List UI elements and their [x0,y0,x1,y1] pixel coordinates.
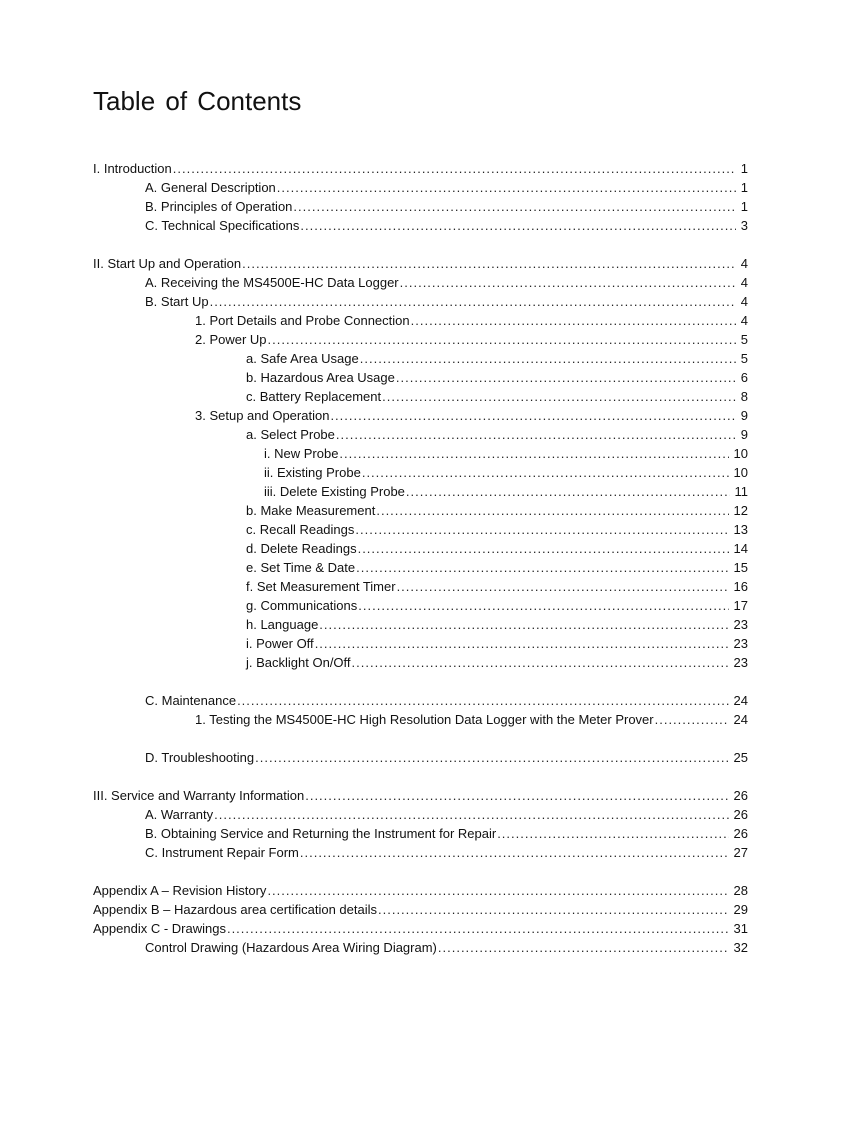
toc-page-number: 6 [740,370,748,385]
dot-leader [362,463,729,482]
toc-entry-title: a. Select Probe [246,427,335,442]
toc-entry-set-time-date[interactable] [246,558,748,577]
toc-entry-warranty[interactable] [145,805,748,824]
dot-leader [378,900,729,919]
dot-leader [277,178,736,197]
toc-page-number: 28 [733,883,748,898]
dot-leader [497,824,728,843]
toc-page-number: 26 [733,807,748,822]
dot-leader [396,368,736,387]
toc-page-number: 23 [733,636,748,651]
toc-page-number: 4 [740,256,748,271]
dot-leader [382,387,736,406]
dot-leader [356,558,728,577]
dot-leader [411,311,736,330]
toc-entry-delete-readings[interactable] [246,539,748,558]
toc-entry-power-off[interactable] [246,634,748,653]
toc-entry-title: ii. Existing Probe [264,465,361,480]
toc-entry-general-description[interactable] [145,178,748,197]
toc-entry-backlight[interactable] [246,653,748,672]
toc-entry-obtaining-service[interactable] [145,824,748,843]
toc-entry-testing-meter-prover[interactable] [195,710,748,729]
dot-leader [173,159,736,178]
toc-page-number: 9 [740,408,748,423]
dot-leader [360,349,736,368]
toc-page-number: 10 [733,446,748,461]
toc-entry-technical-specifications[interactable] [145,216,748,235]
toc-page-number: 1 [740,180,748,195]
toc-entry-appendix-b[interactable] [93,900,748,919]
toc-entry-service-and-warranty[interactable] [93,786,748,805]
dot-leader [268,330,736,349]
toc-entry-title: h. Language [246,617,319,632]
toc-page-number: 4 [740,294,748,309]
toc-entry-new-probe[interactable] [264,444,748,463]
toc-entry-title: i. New Probe [264,446,339,461]
toc-entry-safe-area-usage[interactable] [246,349,748,368]
toc-page-number: 14 [733,541,748,556]
toc-entry-receiving-data-logger[interactable] [145,273,748,292]
toc-entry-title: III. Service and Warranty Information [93,788,305,803]
dot-leader [300,843,729,862]
toc-page-number: 23 [733,655,748,670]
toc-page-number: 29 [733,902,748,917]
toc-page-number: 12 [733,503,748,518]
toc-entry-title: i. Power Off [246,636,314,651]
toc-entry-introduction[interactable] [93,159,748,178]
dot-leader [358,596,728,615]
toc-entry-power-up[interactable] [195,330,748,349]
dot-leader [214,805,728,824]
toc-page-number: 23 [733,617,748,632]
toc-page-number: 5 [740,351,748,366]
toc-entry-title: 2. Power Up [195,332,267,347]
dot-leader [305,786,728,805]
toc-page-number: 1 [740,199,748,214]
dot-leader [300,216,735,235]
toc-entry-title: Appendix A – Revision History [93,883,267,898]
toc-entry-title: g. Communications [246,598,358,613]
toc-page-number: 16 [733,579,748,594]
toc-entry-instrument-repair-form[interactable] [145,843,748,862]
dot-leader [358,539,729,558]
toc-page-number: 17 [733,598,748,613]
toc-page-number: 3 [740,218,748,233]
dot-leader [330,406,735,425]
toc-entry-title: B. Start Up [145,294,209,309]
toc-entry-principles-of-operation[interactable] [145,197,748,216]
dot-leader [406,482,730,501]
toc-entry-hazardous-area-usage[interactable] [246,368,748,387]
toc-entry-title: a. Safe Area Usage [246,351,359,366]
toc-page-number: 4 [740,313,748,328]
toc-page-number: 26 [733,826,748,841]
toc-entry-title: iii. Delete Existing Probe [264,484,405,499]
toc-entry-title: b. Hazardous Area Usage [246,370,395,385]
dot-leader [315,634,729,653]
toc-page-number: 15 [733,560,748,575]
dot-leader [438,938,729,957]
toc-entry-title: Control Drawing (Hazardous Area Wiring Diagram) [145,940,437,955]
dot-leader [267,881,728,900]
dot-leader [355,520,728,539]
toc-entry-title: B. Principles of Operation [145,199,293,214]
toc-entry-title: 1. Testing the MS4500E-HC High Resolution Data Logger with the Meter Prover [195,712,654,727]
toc-entry-recall-readings[interactable] [246,520,748,539]
toc-entry-title: C. Instrument Repair Form [145,845,299,860]
toc-entry-language[interactable] [246,615,748,634]
toc-entry-troubleshooting[interactable] [145,748,748,767]
toc-page-number: 24 [733,712,748,727]
toc-entry-title: Appendix B – Hazardous area certification details [93,902,377,917]
toc-page-number: 25 [733,750,748,765]
dot-leader [319,615,728,634]
dot-leader [293,197,735,216]
dot-leader [336,425,736,444]
toc-page-number: 4 [740,275,748,290]
toc-page-number: 13 [733,522,748,537]
toc-entry-title: c. Recall Readings [246,522,355,537]
toc-page-number: 10 [733,465,748,480]
toc-page-number: 27 [733,845,748,860]
toc-entry-title: d. Delete Readings [246,541,357,556]
toc-entry-control-drawing[interactable] [145,938,748,957]
dot-leader [237,691,728,710]
toc-entry-setup-and-operation[interactable] [195,406,748,425]
toc-entry-title: 3. Setup and Operation [195,408,330,423]
toc-page-number: 8 [740,389,748,404]
toc-page-number: 11 [734,484,748,499]
dot-leader [339,444,728,463]
toc-entry-set-measurement-timer[interactable] [246,577,748,596]
dot-leader [210,292,736,311]
toc-page-number: 26 [733,788,748,803]
toc-page-number: 9 [740,427,748,442]
toc-entry-title: C. Technical Specifications [145,218,300,233]
toc-entry-title: Appendix C - Drawings [93,921,226,936]
dot-leader [376,501,728,520]
toc-entry-appendix-c[interactable] [93,919,748,938]
page-title: Table of Contents [93,86,302,116]
dot-leader [255,748,728,767]
toc-entry-title: C. Maintenance [145,693,237,708]
toc-entry-title: I. Introduction [93,161,172,176]
toc-entry-title: e. Set Time & Date [246,560,356,575]
dot-leader [227,919,729,938]
toc-page-number: 31 [733,921,748,936]
toc-entry-select-probe[interactable] [246,425,748,444]
toc-entry-existing-probe[interactable] [264,463,748,482]
toc-page-number: 5 [740,332,748,347]
toc-entry-title: II. Start Up and Operation [93,256,242,271]
dot-leader [242,254,736,273]
toc-entry-start-up-and-operation[interactable] [93,254,748,273]
toc-page-number: 24 [733,693,748,708]
toc-entry-appendix-a[interactable] [93,881,748,900]
toc-entry-title: A. General Description [145,180,276,195]
toc-entry-title: j. Backlight On/Off [246,655,351,670]
dot-leader [655,710,729,729]
toc-entry-title: A. Warranty [145,807,214,822]
toc-entry-title: A. Receiving the MS4500E-HC Data Logger [145,275,399,290]
toc-entry-port-details[interactable] [195,311,748,330]
toc-entry-title: c. Battery Replacement [246,389,382,404]
toc-entry-title: D. Troubleshooting [145,750,255,765]
dot-leader [400,273,736,292]
toc-entry-make-measurement[interactable] [246,501,748,520]
toc-entry-title: b. Make Measurement [246,503,376,518]
dot-leader [397,577,729,596]
toc-entry-title: 1. Port Details and Probe Connection [195,313,410,328]
toc-entry-title: f. Set Measurement Timer [246,579,396,594]
toc-entry-maintenance[interactable] [145,691,748,710]
toc-entry-title: B. Obtaining Service and Returning the Instrument for Repair [145,826,497,841]
toc-entry-communications[interactable] [246,596,748,615]
toc-page-number: 32 [733,940,748,955]
toc-entry-delete-existing-probe[interactable] [264,482,748,501]
toc-entry-start-up[interactable] [145,292,748,311]
toc-page-number: 1 [740,161,748,176]
toc-entry-battery-replacement[interactable] [246,387,748,406]
dot-leader [352,653,729,672]
